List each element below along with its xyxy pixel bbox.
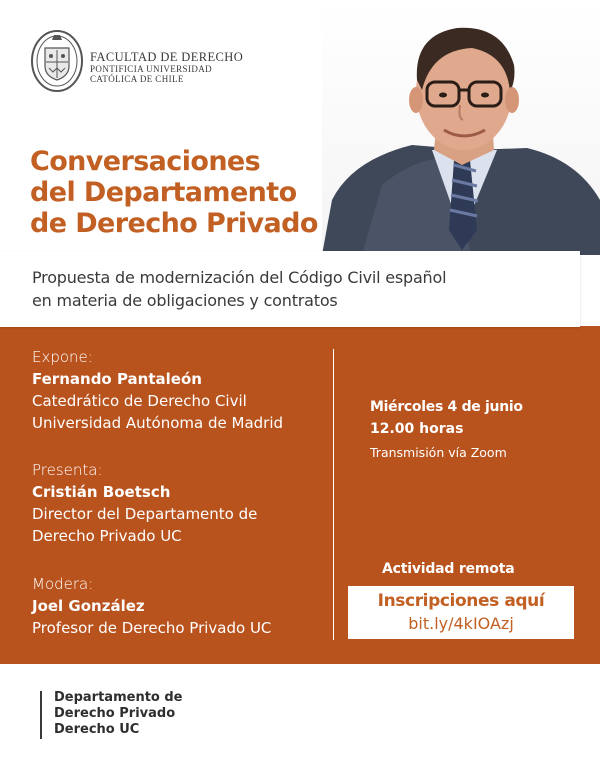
faculty-name	[90, 50, 243, 84]
title-line-1: Conversaciones	[30, 146, 261, 177]
subtitle-card	[0, 251, 580, 327]
event-date: Miércoles 4 de junio	[370, 399, 523, 415]
title-line-3: de Derecho Privado	[30, 208, 318, 239]
modera-name: Joel González	[32, 597, 145, 615]
modera-block	[32, 573, 271, 639]
column-divider	[333, 349, 334, 640]
expone-block	[32, 346, 283, 434]
subtitle-line-1: Propuesta de modernización del Código Civil español	[32, 268, 447, 287]
presenta-role-2: Derecho Privado UC	[32, 527, 182, 545]
footer-divider	[40, 691, 42, 739]
expone-role-1: Catedrático de Derecho Civil	[32, 392, 247, 410]
expone-name: Fernando Pantaleón	[32, 370, 202, 388]
event-time: 12.00 horas	[370, 421, 464, 437]
footer-line-2: Derecho Privado	[54, 706, 176, 721]
event-details	[370, 396, 523, 464]
registration-link[interactable]: bit.ly/4kIOAzj	[408, 614, 514, 633]
expone-label: Expone:	[32, 348, 93, 366]
registration-cta: Inscripciones aquí	[377, 591, 545, 611]
footer-line-1: Departamento de	[54, 690, 183, 705]
presenta-block	[32, 459, 257, 547]
subtitle-line-2: en materia de obligaciones y contratos	[32, 291, 338, 310]
presenta-role-1: Director del Departamento de	[32, 505, 258, 523]
title-line-2: del Departamento	[30, 177, 297, 208]
faculty-line-2: PONTIFICIA UNIVERSIDAD	[90, 64, 213, 74]
expone-role-2: Universidad Autónoma de Madrid	[32, 414, 284, 432]
uc-seal-icon	[30, 28, 84, 94]
event-stream: Transmisión vía Zoom	[370, 445, 507, 460]
page-title	[30, 146, 318, 239]
modera-role-1: Profesor de Derecho Privado UC	[32, 619, 272, 637]
faculty-line-1: FACULTAD DE DERECHO	[90, 50, 244, 64]
presenta-name: Cristián Boetsch	[32, 483, 171, 501]
footer-line-3: Derecho UC	[54, 722, 140, 737]
faculty-line-3: CATÓLICA DE CHILE	[90, 74, 184, 84]
modera-label: Modera:	[32, 575, 94, 593]
footer-department	[54, 690, 183, 738]
remote-label: Actividad remota	[382, 561, 515, 577]
registration-button[interactable]	[348, 586, 574, 639]
presenta-label: Presenta:	[32, 461, 103, 479]
speaker-portrait	[322, 0, 600, 255]
